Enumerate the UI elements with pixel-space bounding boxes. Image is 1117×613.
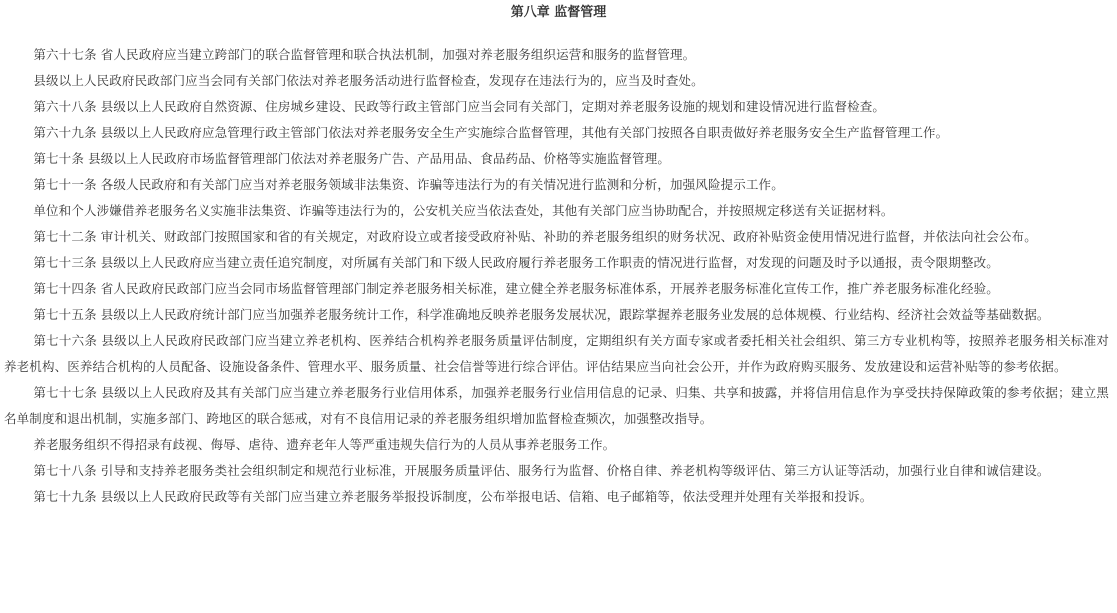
article-71-paragraph-2: 单位和个人涉嫌借养老服务名义实施非法集资、诈骗等违法行为的，公安机关应当依法查处，其他有关部门应当协助配合，并按照规定移送有关证据材料。	[33, 203, 894, 218]
article-76: 第七十六条 县级以上人民政府民政部门应当建立养老机构、医养结合机构养老服务质量评估制度，定期组织有关方面专家或者委托相关社会组织、第三方专业机构等，按照养老服务相关标准对养老机构、医养结合机构的人员配备、设施设备条件、管理水平、服务质量、社会信誉等进行综合评估。评估结果应当向社会公开，并作为政府购买服务、发放建设和运营补贴等的参考依据。	[4, 333, 1109, 374]
article-67-paragraph-2: 县级以上人民政府民政部门应当会同有关部门依法对养老服务活动进行监督检查，发现存在违法行为的，应当及时查处。	[33, 73, 704, 88]
article-73: 第七十三条 县级以上人民政府应当建立责任追究制度，对所属有关部门和下级人民政府履行养老服务工作职责的情况进行监督，对发现的问题及时予以通报，责令限期整改。	[33, 255, 999, 270]
article-70: 第七十条 县级以上人民政府市场监督管理部门依法对养老服务广告、产品用品、食品药品、价格等实施监督管理。	[33, 151, 671, 166]
article-78: 第七十八条 引导和支持养老服务类社会组织制定和规范行业标准，开展服务质量评估、服务行为监督、价格自律、养老机构等级评估、第三方认证等活动，加强行业自律和诚信建设。	[33, 463, 1050, 478]
article-69: 第六十九条 县级以上人民政府应急管理行政主管部门依法对养老服务安全生产实施综合监督管理，其他有关部门按照各自职责做好养老服务安全生产监督管理工作。	[33, 125, 949, 140]
article-75: 第七十五条 县级以上人民政府统计部门应当加强养老服务统计工作，科学准确地反映养老服务发展状况，跟踪掌握养老服务业发展的总体规模、行业结构、经济社会效益等基础数据。	[33, 307, 1050, 322]
chapter-title: 第八章 监督管理	[510, 5, 607, 20]
article-71: 第七十一条 各级人民政府和有关部门应当对养老服务领域非法集资、诈骗等违法行为的有关情况进行监测和分析，加强风险提示工作。	[33, 177, 784, 192]
article-72: 第七十二条 审计机关、财政部门按照国家和省的有关规定，对政府设立或者接受政府补贴、补助的养老服务组织的财务状况、政府补贴资金使用情况进行监督，并依法向社会公布。	[33, 229, 1037, 244]
article-list	[4, 42, 1109, 510]
article-67: 第六十七条 省人民政府应当建立跨部门的联合监督管理和联合执法机制，加强对养老服务组织运营和服务的监督管理。	[33, 47, 696, 62]
article-77-paragraph-2: 养老服务组织不得招录有歧视、侮辱、虐待、遗弃老年人等严重违规失信行为的人员从事养老服务工作。	[33, 437, 616, 452]
article-77: 第七十七条 县级以上人民政府及其有关部门应当建立养老服务行业信用体系，加强养老服务行业信用信息的记录、归集、共享和披露，并将信用信息作为享受扶持保障政策的参考依据；建立黑名单制度和退出机制，实施多部门、跨地区的联合惩戒，对有不良信用记录的养老服务组织增加监督检查频次，加强整改指导。	[4, 385, 1109, 426]
article-79: 第七十九条 县级以上人民政府民政等有关部门应当建立养老服务举报投诉制度，公布举报电话、信箱、电子邮箱等，依法受理并处理有关举报和投诉。	[33, 489, 873, 504]
article-68: 第六十八条 县级以上人民政府自然资源、住房城乡建设、民政等行政主管部门应当会同有关部门，定期对养老服务设施的规划和建设情况进行监督检查。	[33, 99, 886, 114]
article-74: 第七十四条 省人民政府民政部门应当会同市场监督管理部门制定养老服务相关标准，建立健全养老服务标准体系，开展养老服务标准化宣传工作，推广养老服务标准化经验。	[33, 281, 999, 296]
